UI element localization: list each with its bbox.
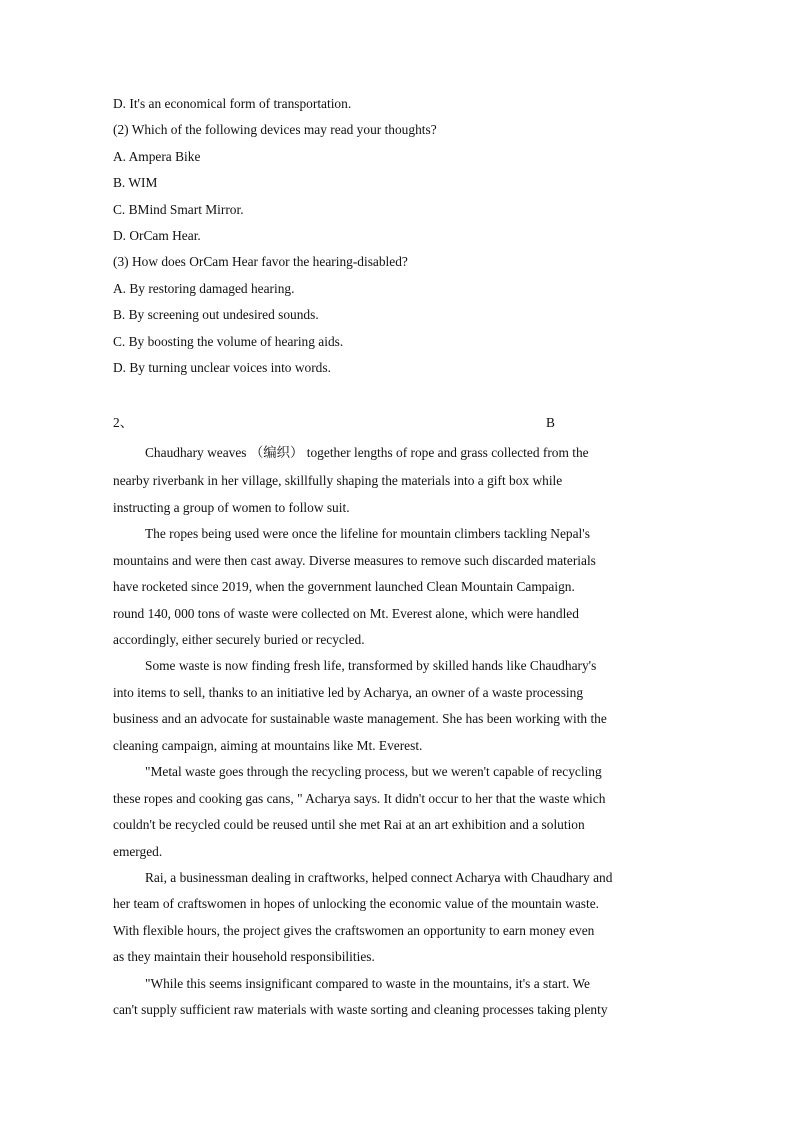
question-3-option-a: A. By restoring damaged hearing. (113, 281, 295, 296)
passage-line: nearby riverbank in her village, skillfully shaping the materials into a gift box while (113, 473, 563, 488)
question-3-option-b: B. By screening out undesired sounds. (113, 307, 319, 322)
passage-line: mountains and were then cast away. Diverse measures to remove such discarded materials (113, 553, 596, 568)
question-2-option-d: D. OrCam Hear. (113, 228, 201, 243)
passage-line: accordingly, either securely buried or recycled. (113, 632, 365, 647)
passage-line: With flexible hours, the project gives the craftswomen an opportunity to earn money even (113, 923, 595, 938)
passage-line: business and an advocate for sustainable waste management. She has been working with the (113, 711, 607, 726)
passage-line: have rocketed since 2019, when the government launched Clean Mountain Campaign. (113, 579, 575, 594)
passage-line: "Metal waste goes through the recycling process, but we weren't capable of recycling (145, 764, 602, 779)
passage-line: emerged. (113, 844, 163, 859)
passage-line: Some waste is now finding fresh life, transformed by skilled hands like Chaudhary's (145, 658, 597, 673)
section-letter: B (546, 415, 555, 430)
passage-line: her team of craftswomen in hopes of unlocking the economic value of the mountain waste. (113, 896, 600, 911)
passage-line: Chaudhary weaves （编织） together lengths of rope and grass collected from the (145, 445, 589, 460)
question-2-option-a: A. Ampera Bike (113, 149, 201, 164)
passage-line: as they maintain their household responsibilities. (113, 949, 375, 964)
passage-line: couldn't be recycled could be reused until she met Rai at an art exhibition and a solution (113, 817, 585, 832)
passage-line: these ropes and cooking gas cans, " Acharya says. It didn't occur to her that the waste which (113, 791, 606, 806)
question-3-option-d: D. By turning unclear voices into words. (113, 360, 331, 375)
question-2-option-c: C. BMind Smart Mirror. (113, 202, 244, 217)
passage-line: The ropes being used were once the lifeline for mountain climbers tackling Nepal's (145, 526, 590, 541)
passage-line: into items to sell, thanks to an initiative led by Acharya, an owner of a waste processing (113, 685, 584, 700)
passage-line: instructing a group of women to follow suit. (113, 500, 350, 515)
passage-line: cleaning campaign, aiming at mountains like Mt. Everest. (113, 738, 423, 753)
question-3-option-c: C. By boosting the volume of hearing aids. (113, 334, 344, 349)
question-3-stem: (3) How does OrCam Hear favor the hearing-disabled? (113, 254, 408, 269)
question-1-option-d: D. It's an economical form of transportation. (113, 96, 352, 111)
section-number: 2、 (113, 415, 134, 430)
passage-line: can't supply sufficient raw materials with waste sorting and cleaning processes taking plenty (113, 1002, 608, 1017)
passage-line: Rai, a businessman dealing in craftworks, helped connect Acharya with Chaudhary and (145, 870, 613, 885)
question-2-stem: (2) Which of the following devices may read your thoughts? (113, 122, 437, 137)
question-2-option-b: B. WIM (113, 175, 158, 190)
passage-line: round 140, 000 tons of waste were collected on Mt. Everest alone, which were handled (113, 606, 579, 621)
passage-line: "While this seems insignificant compared to waste in the mountains, it's a start. We (145, 976, 591, 991)
